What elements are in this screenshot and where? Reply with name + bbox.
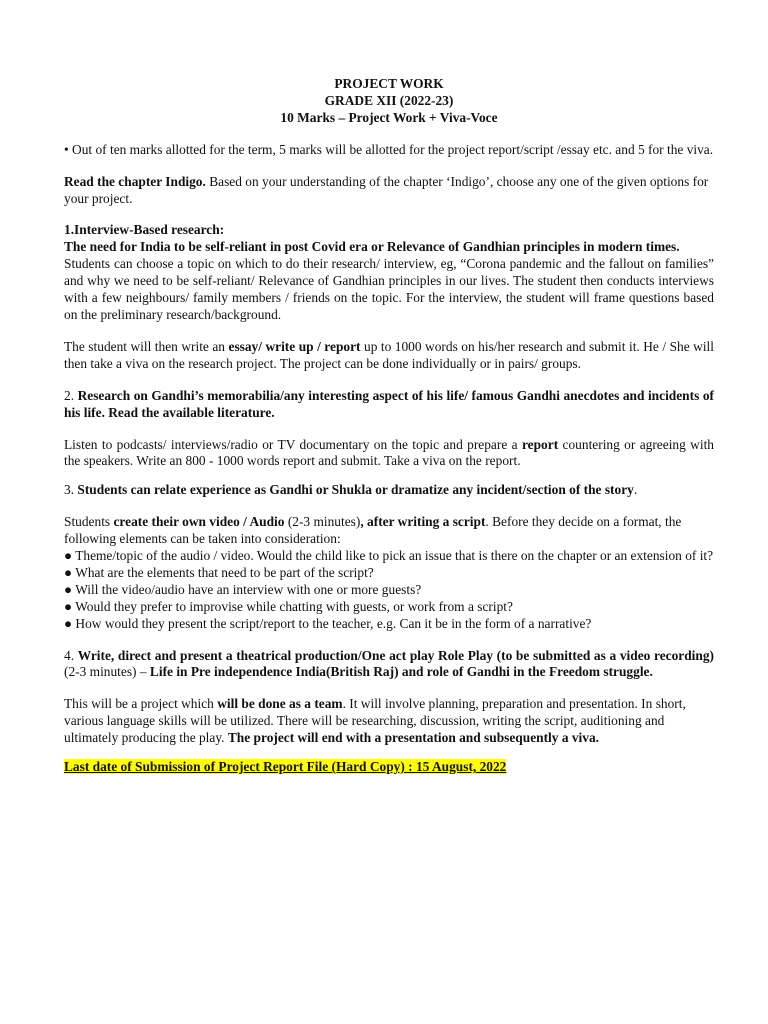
text-run: Students — [64, 514, 114, 530]
text-run: . It will involve planning, preparation and presentation. In short, various language skills will be utilized. There will be researching, discussion, writing the script, auditioning and ultimately producing the play. — [64, 696, 686, 746]
section-1-body: Students can choose a topic on which to do their research/ interview, eg, “Corona pandemic and the fallout on families” and why we need to be self-reliant/ Relevance of Gandhian principles in our lives. The student then conducts interviews with a few neighbours/ family members / friends on the topic. For the interview, the student will frame questions based on the preliminary research/background. — [64, 256, 714, 322]
text-run: (2-3 minutes) – — [64, 664, 150, 680]
text-run: 3. — [64, 482, 78, 498]
bold-text-run: Research on Gandhi’s memorabilia/any interesting aspect of his life/ famous Gandhi anecdotes and incidents of his life. Read the available literature. — [64, 387, 715, 420]
text-run: The student will then write an — [64, 338, 229, 354]
bold-text-run: Students can relate experience as Gandhi or Shukla or dramatize any incident/section of the story — [77, 482, 634, 498]
bullet-item: ● How would they present the script/report to the teacher, e.g. Can it be in the form of a narrative? — [64, 615, 592, 631]
section-2-heading — [64, 388, 714, 422]
bold-text-run: Write, direct and present a theatrical production/One act play Role Play (to be submitted as a video recording) — [77, 647, 714, 663]
intro-paragraph — [64, 142, 714, 159]
deadline-notice — [64, 759, 714, 776]
bullet-item: ● What are the elements that need to be part of the script? — [64, 564, 374, 580]
bold-text-run: Life in Pre independence India(British Raj) and role of Gandhi in the Freedom struggle. — [149, 664, 653, 680]
text-run: up to 1000 words on his/her research and submit it. He / She will then take a viva on the research project. The project can be done individually or in pairs/ groups. — [64, 338, 714, 371]
bullet-item: ● Would they prefer to improvise while chatting with guests, or work from a script? — [64, 598, 513, 614]
text-run: Listen to podcasts/ interviews/radio or TV documentary on the topic and prepare a — [64, 436, 522, 452]
text-run: This will be a project which — [64, 696, 218, 712]
title-marks: 10 Marks – Project Work + Viva-Voce — [280, 109, 498, 125]
deadline-highlight: Last date of Submission of Project Report File (Hard Copy) : 15 August, 2022 — [64, 759, 507, 775]
text-run: 4. — [64, 647, 78, 663]
read-chapter-paragraph — [64, 174, 714, 208]
section-3-heading — [64, 482, 714, 499]
bullet-item: ● Theme/topic of the audio / video. Would the child like to pick an issue that is there on the chapter or an extension of it? — [64, 548, 714, 564]
bold-text-run: , after writing a script — [360, 514, 486, 530]
title-project-work: PROJECT WORK — [334, 76, 444, 91]
bold-text-run: The project will end with a presentation and subsequently a viva. — [227, 730, 600, 746]
section-2-body — [64, 437, 714, 471]
text-run: 2. — [64, 387, 78, 403]
section-4-body — [64, 696, 714, 747]
bold-text-run: Read the chapter Indigo. — [64, 173, 206, 189]
section-1-essay-paragraph — [64, 339, 714, 373]
section-3-bullet-list — [64, 548, 714, 633]
bold-text-run: will be done as a team — [217, 696, 343, 712]
text-run: . — [633, 482, 638, 498]
text-run: • Out of ten marks allotted for the term, 5 marks will be allotted for the project report/script /essay etc. and 5 for the viva. — [64, 141, 714, 157]
section-3-body — [64, 514, 714, 548]
text-run: Based on your understanding of the chapter ‘Indigo’, choose any one of the given options for your project. — [64, 173, 709, 206]
bold-text-run: report — [521, 436, 559, 452]
title-grade: GRADE XII (2022-23) — [324, 92, 454, 108]
bold-text-run: create their own video / Audio — [113, 514, 285, 530]
bullet-item: ● Will the video/audio have an interview with one or more guests? — [64, 581, 422, 597]
section-4-heading — [64, 648, 714, 682]
text-run: countering or agreeing with the speakers. Write an 800 - 1000 words report and submit. Take a viva on the report. — [64, 436, 714, 469]
section-1-subheading: The need for India to be self-reliant in post Covid era or Relevance of Gandhian principles in modern times. — [64, 239, 680, 255]
text-run: (2-3 minutes) — [284, 514, 361, 530]
bold-text-run: essay/ write up / report — [228, 338, 361, 354]
text-run: . Before they decide on a format, the following elements can be taken into consideration: — [64, 514, 682, 547]
section-1-heading: 1.Interview-Based research: — [64, 222, 225, 238]
